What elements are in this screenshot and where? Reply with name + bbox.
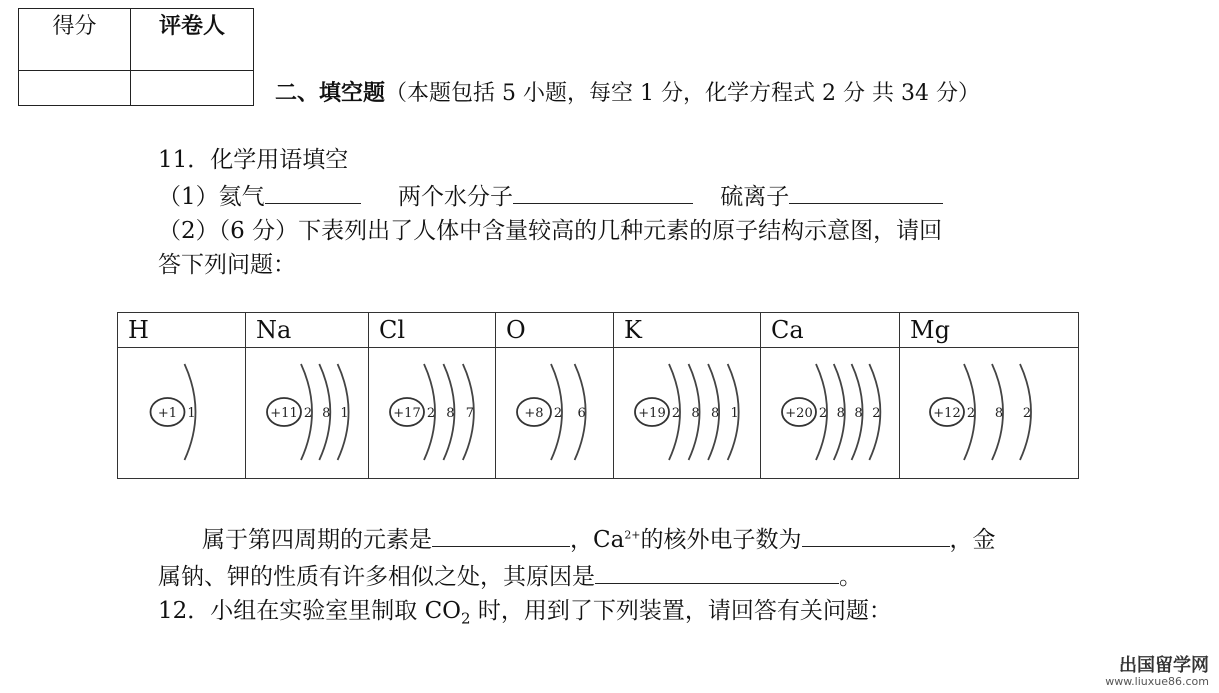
q11-part1 xyxy=(158,178,943,211)
watermark-url[interactable]: www.liuxue86.com xyxy=(1105,675,1209,688)
answer-line-2 xyxy=(158,558,862,591)
shell-electron-count: 8 xyxy=(836,406,845,421)
q12-part-b: 时，用到了下列装置，请回答有关问题： xyxy=(470,598,892,624)
shell-electron-count: 8 xyxy=(322,406,331,421)
atom-diagram-h xyxy=(118,348,245,478)
shell-electron-count: 2 xyxy=(872,406,881,421)
diagram-cell-h xyxy=(118,348,246,479)
atom-diagram-o xyxy=(496,348,613,478)
symbol-cell-ca xyxy=(761,313,900,348)
symbol-h: H xyxy=(128,316,149,344)
line2-tail: 。 xyxy=(839,564,862,590)
symbol-cell-h xyxy=(118,313,246,348)
shell-electron-count: 2 xyxy=(1022,406,1032,421)
shell-electron-count: 2 xyxy=(303,406,313,421)
symbol-cell-na xyxy=(246,313,369,348)
q12-text xyxy=(158,592,892,628)
helium-label: 氦气 xyxy=(218,184,265,210)
shell-electron-count: 2 xyxy=(671,406,681,421)
nuclear-charge: +1 xyxy=(157,406,178,421)
symbol-cl: Cl xyxy=(379,316,406,344)
grader-header xyxy=(131,9,254,71)
q11-part2-line1: （2）（6 分）下表列出了人体中含量较高的几种元素的原子结构示意图，请回 xyxy=(158,218,943,244)
watermark xyxy=(1105,657,1209,689)
shell-electron-count: 8 xyxy=(710,406,720,421)
atomic-structure-table xyxy=(117,312,1079,479)
sulfide-ion-label: 硫离子 xyxy=(720,184,790,210)
q11-part2-line2: 答下列问题： xyxy=(158,252,296,278)
grader-cell[interactable] xyxy=(131,71,254,106)
period4-prompt: 属于第四周期的元素是 xyxy=(202,527,432,553)
atom-diagram-k xyxy=(614,348,760,478)
water-molecules-label: 两个水分子 xyxy=(397,184,513,210)
ca-ion-symbol: ，Ca xyxy=(570,527,625,553)
section-title: 二、填空题 xyxy=(275,80,386,106)
similarity-reason-blank[interactable] xyxy=(595,559,839,584)
similarity-prompt: 属钠、钾的性质有许多相似之处，其原因是 xyxy=(158,564,595,590)
electron-count-prompt: 的核外电子数为 xyxy=(640,527,802,553)
water-molecules-blank[interactable] xyxy=(513,179,693,204)
nuclear-charge: +20 xyxy=(785,406,813,421)
line1-tail: ，金 xyxy=(949,527,996,553)
shell-electron-count: 8 xyxy=(691,406,700,421)
shell-electron-count: 2 xyxy=(553,406,563,421)
shell-electron-count: 2 xyxy=(966,406,976,421)
symbol-cell-o xyxy=(496,313,614,348)
diagram-cell-mg xyxy=(900,348,1079,479)
part1-prefix: （1） xyxy=(158,184,219,210)
score-cell[interactable] xyxy=(19,71,131,106)
shell-electron-count: 7 xyxy=(465,406,474,421)
helium-blank[interactable] xyxy=(265,179,361,204)
symbol-ca: Ca xyxy=(771,316,804,344)
answer-line-1 xyxy=(202,521,996,554)
symbol-k: K xyxy=(624,316,642,344)
ca-ion-charge: 2+ xyxy=(624,528,641,542)
diagram-cell-ca xyxy=(761,348,900,479)
shell-electron-count: 2 xyxy=(426,406,436,421)
score-label: 得分 xyxy=(52,14,97,39)
q12-part-a: 12．小组在实验室里制取 CO xyxy=(158,598,462,624)
diagram-cell-na xyxy=(246,348,369,479)
watermark-cn: 出国留学网 xyxy=(1119,655,1209,676)
nuclear-charge: +8 xyxy=(524,406,544,421)
shell-electron-count: 1 xyxy=(340,406,349,421)
section-heading xyxy=(275,76,980,107)
grader-label: 评卷人 xyxy=(158,13,225,39)
shell-electron-count: 8 xyxy=(994,406,1004,421)
diagram-cell-o xyxy=(496,348,614,479)
score-header xyxy=(19,9,131,71)
atom-diagram-ca xyxy=(761,348,899,478)
score-box xyxy=(18,8,254,106)
shell-electron-count: 6 xyxy=(577,406,586,421)
atom-diagram-mg xyxy=(900,348,1078,478)
symbol-cell-cl xyxy=(369,313,496,348)
symbol-mg: Mg xyxy=(910,316,950,344)
q11-title: 11．化学用语填空 xyxy=(158,147,349,173)
electron-count-blank[interactable] xyxy=(802,522,950,547)
diagram-row xyxy=(118,348,1079,479)
shell-electron-count: 1 xyxy=(730,406,739,421)
section-note: （本题包括 5 小题，每空 1 分，化学方程式 2 分 共 34 分） xyxy=(385,81,980,106)
nuclear-charge: +11 xyxy=(270,406,298,421)
atom-diagram-na xyxy=(246,348,368,478)
diagram-cell-cl xyxy=(369,348,496,479)
shell-electron-count: 8 xyxy=(446,406,455,421)
symbol-cell-mg xyxy=(900,313,1079,348)
shell-electron-count: 2 xyxy=(818,406,828,421)
shell-electron-count: 1 xyxy=(187,406,196,421)
diagram-cell-k xyxy=(614,348,761,479)
atom-diagram-cl xyxy=(369,348,495,478)
symbol-row xyxy=(118,313,1079,348)
nuclear-charge: +12 xyxy=(933,406,961,421)
symbol-na: Na xyxy=(256,316,292,344)
period4-blank[interactable] xyxy=(432,522,570,547)
symbol-o: O xyxy=(506,316,526,344)
nuclear-charge: +19 xyxy=(638,406,666,421)
symbol-cell-k xyxy=(614,313,761,348)
shell-electron-count: 8 xyxy=(854,406,863,421)
co2-subscript: 2 xyxy=(461,609,471,628)
sulfide-ion-blank[interactable] xyxy=(789,179,943,204)
nuclear-charge: +17 xyxy=(393,406,421,421)
